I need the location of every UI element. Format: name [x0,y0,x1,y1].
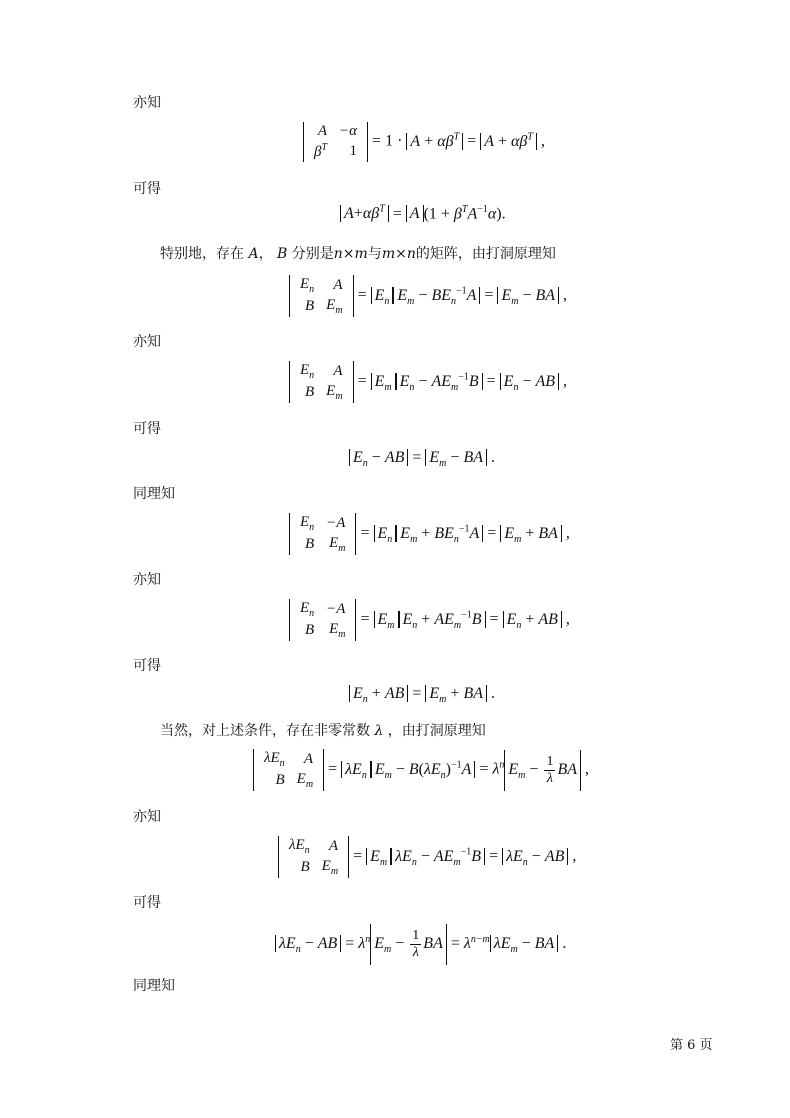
equation-7: $E_n$ −A B $E_m$ = $E_m$ $E_n + AE_m^{-1}B = E_n$ + AB , [289,599,570,641]
equation-8: $E_n$ + AB = $E_m$ + BA . [349,685,495,705]
equation-2: $A+\alpha\beta^T = A$ $(1 + \beta^TA^{-1}\alpha)$. [340,204,506,223]
text-line: 可得 [133,658,161,674]
text-line: 当然，对上述条件，存在非零常数 λ ，由打洞原理知 [160,723,486,739]
text-line: 亦知 [133,334,161,350]
text-line: 同理知 [133,978,175,994]
equation-10: $\lambda E_n$ A B $E_m$ = $E_m$ $\lambda E_n - AE_m^{-1}B = \lambda E_n$ − AB , [278,836,576,878]
text-line: 可得 [133,421,161,437]
text-line: 可得 [133,895,161,911]
text-line: 亦知 [133,809,161,825]
page-number: 第 6 页 [670,1038,713,1053]
equation-1: A −α $\beta^T$ 1 = $1 \cdot A + \alpha\beta^T = A + \alpha\beta^T$ , [303,122,545,162]
equation-9: $\lambda E_n$ A B $E_m$ = $\lambda E_n$ $E_m - B(\lambda E_n)^{-1}A = \lambda^n$ $E_m$ − $\frac{1}{\lambda}$ BA , [253,749,589,791]
text-line: 亦知 [133,95,161,111]
equation-11: $\lambda E_n$ − AB = $\lambda^n$ $E_m$ − $\frac{1}{\lambda}$ BA = $\lambda^{n-m}$ $\lambda E_m$ − BA . [275,924,566,965]
text-line: 特别地，存在 A， B 分别是n×m与m×n的矩阵，由打洞原理知 [160,246,556,262]
equation-3: $E_n$ A B $E_m$ = $E_n$ $E_m - BE_n^{-1}A = E_m$ − BA , [289,275,567,317]
equation-5: $E_n$ − AB = $E_m$ − BA . [349,449,495,469]
equation-4: $E_n$ A B $E_m$ = $E_m$ $E_n - AE_m^{-1}B = E_n$ − AB , [289,361,567,403]
text-line: 亦知 [133,572,161,588]
text-line: 同理知 [133,486,175,502]
text-line: 可得 [133,181,161,197]
equation-6: $E_n$ −A B $E_m$ = $E_n$ $E_m + BE_n^{-1}A = E_m$ + BA , [289,513,570,555]
